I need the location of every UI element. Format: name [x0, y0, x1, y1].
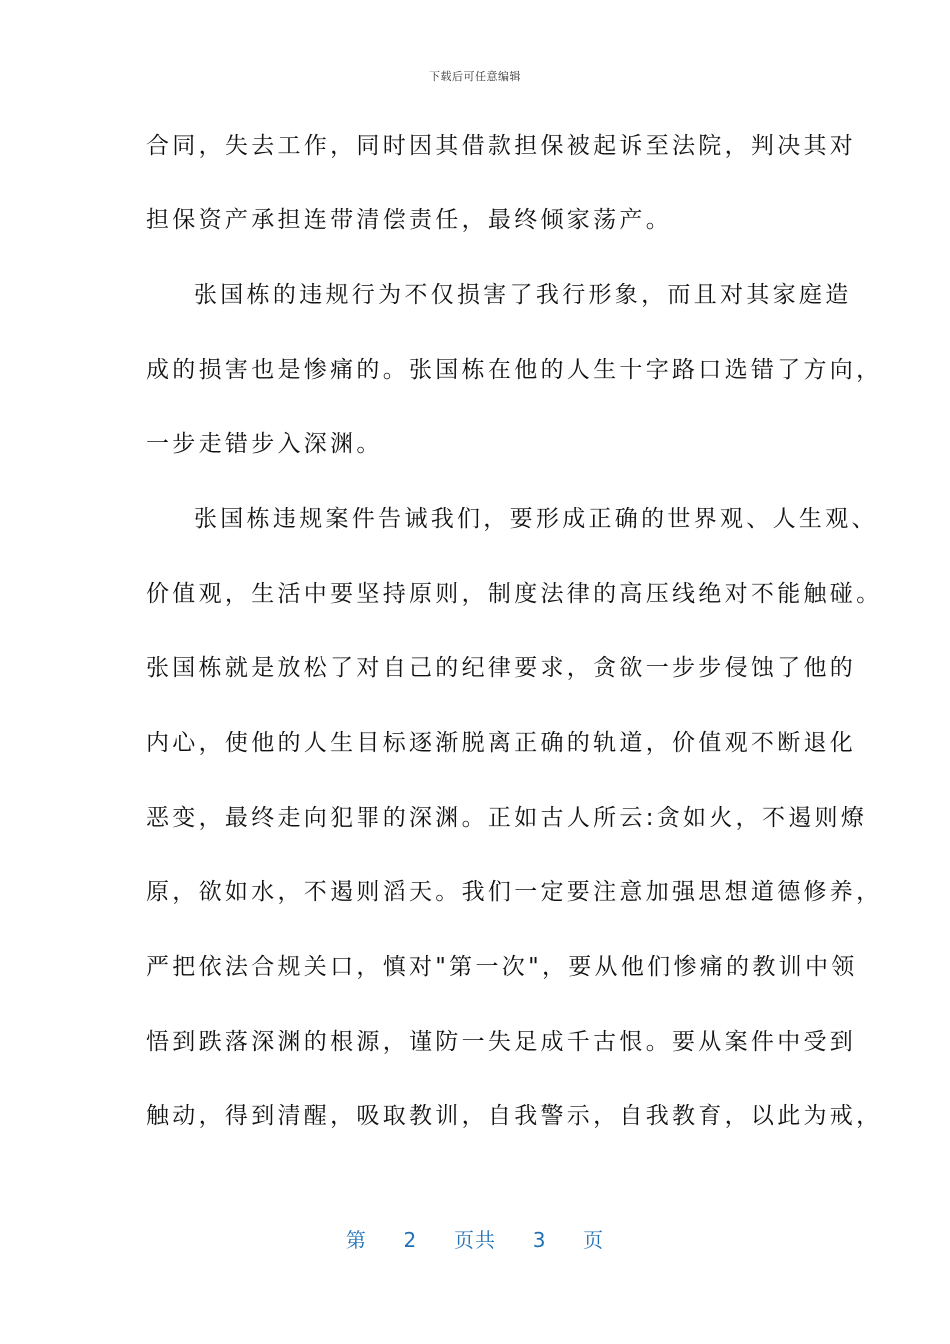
page-label-suffix: 页: [583, 1228, 605, 1252]
text-line: 内心，使他的人生目标逐渐脱离正确的轨道，价值观不断退化: [146, 730, 857, 756]
page-label-prefix: 第: [345, 1228, 367, 1252]
text-line: 触动，得到清醒，吸取教训，自我警示，自我教育，以此为戒，: [146, 1103, 883, 1129]
text-line: 原，欲如水，不遏则滔天。我们一定要注意加强思想道德修养，: [146, 879, 883, 905]
text-line: 张国栋就是放松了对自己的纪律要求，贪欲一步步侵蚀了他的: [146, 655, 857, 681]
text-line: 担保资产承担连带清偿责任，最终倾家荡产。: [146, 207, 672, 233]
page-header: 下载后可任意编辑: [429, 70, 521, 83]
paragraph-start-line: 张国栋的违规行为不仅损害了我行形象，而且对其家庭造: [194, 282, 852, 308]
text-line: 恶变，最终走向犯罪的深渊。正如古人所云:贪如火，不遏则燎: [146, 805, 868, 831]
page-number-footer: [0, 1224, 950, 1253]
page-label-middle: 页共: [454, 1228, 496, 1252]
total-page-number: 3: [532, 1228, 547, 1252]
paragraph-start-line: 张国栋违规案件告诫我们，要形成正确的世界观、人生观、: [194, 506, 878, 532]
current-page-number: 2: [403, 1228, 418, 1252]
text-line: 悟到跌落深渊的根源，谨防一失足成千古恨。要从案件中受到: [146, 1029, 857, 1055]
text-line: 一步走错步入深渊。: [146, 431, 383, 457]
text-line: 严把依法合规关口，慎对"第一次"，要从他们惨痛的教训中领: [146, 954, 858, 980]
text-line: 成的损害也是惨痛的。张国栋在他的人生十字路口选错了方向，: [146, 357, 883, 383]
text-line: 合同，失去工作，同时因其借款担保被起诉至法院，判决其对: [146, 133, 857, 159]
text-line: 价值观，生活中要坚持原则，制度法律的高压线绝对不能触碰。: [146, 581, 883, 607]
